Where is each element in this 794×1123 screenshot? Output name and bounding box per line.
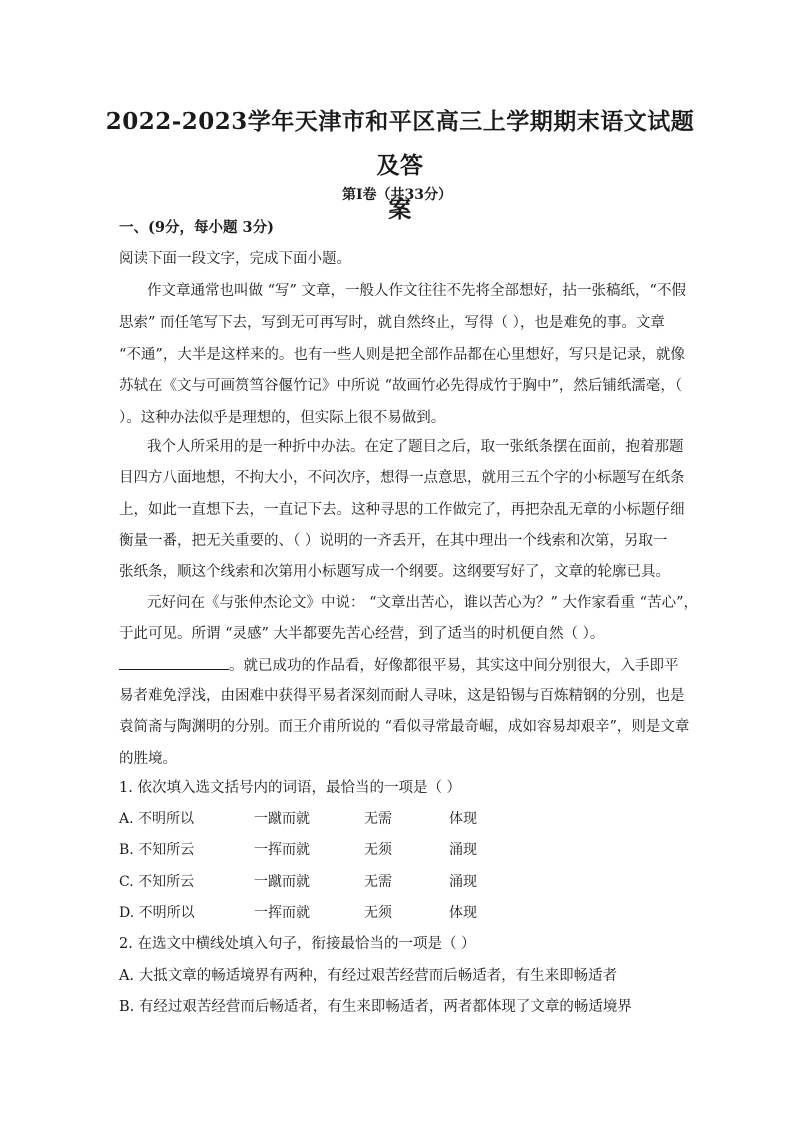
passage-line: 张纸条，顺这个线索和次第用小标题写成一个纲要。这纲要写好了，文章的轮廓已具。 xyxy=(119,564,670,580)
passage-line: 衡量一番，把无关重要的、（ ）说明的一齐丢开，在其中理出一个线索和次第，另取一 xyxy=(119,533,668,549)
section-heading: 一、(9分，每小题 3分) xyxy=(119,219,274,236)
passage-line: 袁简斋与陶渊明的分别。而王介甫所说的 “看似寻常最奇崛，成如容易却艰辛”，则是文章 xyxy=(119,719,690,735)
passage-line: 作文章通常也叫做 “写” 文章，一般人作文往往不先将全部想好，拈一张稿纸，“不假 xyxy=(147,283,686,299)
passage-line: 易者难免浮浅，由困难中获得平易者深刻而耐人寻味，这是铅锡与百炼精钢的分别，也是 xyxy=(119,688,685,704)
q2-option-a: A. 大抵文章的畅适境界有两种，有经过艰苦经营而后畅适者，有生来即畅适者 xyxy=(119,968,618,984)
option-text: 无须 xyxy=(364,905,392,921)
option-text: 体现 xyxy=(449,811,477,827)
volume-heading: 第Ⅰ卷（共33分） xyxy=(341,187,453,203)
question-1-stem: 1. 依次填入选文括号内的词语，最恰当的一项是（ ） xyxy=(119,780,462,796)
option-text: 一挥而就 xyxy=(254,842,310,858)
passage-line: 上，如此一直想下去，一直记下去。这种寻思的工作做完了，再把杂乱无章的小标题仔细 xyxy=(119,502,685,518)
option-text: 体现 xyxy=(449,905,477,921)
passage-line: 我个人所采用的是一种折中办法。在定了题目之后，取一张纸条摆在面前，抱着那题 xyxy=(147,439,684,455)
passage-line: ）。这种办法似乎是理想的，但实际上很不易做到。 xyxy=(119,410,446,426)
option-text: 涌现 xyxy=(449,874,477,890)
option-text: 无须 xyxy=(364,842,392,858)
document-title xyxy=(100,100,700,232)
option-text: 无需 xyxy=(364,874,392,890)
instruction-text: 阅读下面一段文字，完成下面小题。 xyxy=(119,251,351,267)
title-line-2: 案 xyxy=(388,196,412,223)
passage-line: 于此可见。所谓 “灵感” 大半都要先苦心经营，到了适当的时机便自然（ ）。 xyxy=(119,626,605,642)
option-text: 一蹴而就 xyxy=(254,874,310,890)
question-2-stem: 2. 在选文中横线处填入句子，衔接最恰当的一项是（ ） xyxy=(119,936,476,952)
option-text: B. 不知所云 xyxy=(119,842,195,858)
fill-in-blank xyxy=(119,655,229,670)
option-text: D. 不明所以 xyxy=(119,905,195,921)
option-text: 涌现 xyxy=(449,842,477,858)
option-text: A. 不明所以 xyxy=(119,811,195,827)
passage-line: 元好问在《与张仲杰论文》中说： “文章出苦心，谁以苦心为？” 大作家看重 “苦心”， xyxy=(147,595,698,611)
passage-line-with-blank xyxy=(119,655,679,676)
passage-line: 目四方八面地想，不拘大小，不问次序，想得一点意思，就用三五个字的小标题写在纸条 xyxy=(119,470,685,486)
option-text: 一蹴而就 xyxy=(254,811,310,827)
option-text: C. 不知所云 xyxy=(119,874,195,890)
passage-line: 的胜境。 xyxy=(119,751,177,767)
option-text: 一挥而就 xyxy=(254,905,310,921)
passage-line: 苏轼在《文与可画筼筜谷偃竹记》中所说 “故画竹必先得成竹于胸中”，然后铺纸濡毫，（ xyxy=(119,378,683,394)
passage-text: 。就已成功的作品看，好像都很平易，其实这中间分别很大，入手即平 xyxy=(229,658,679,674)
option-text: 无需 xyxy=(364,811,392,827)
passage-line: 思索” 而任笔写下去，写到无可再写时，就自然终止，写得（ ），也是难免的事。文章 xyxy=(119,315,665,331)
title-line-1: 2022-2023学年天津市和平区高三上学期期末语文试题及答 xyxy=(105,108,695,179)
q2-option-b: B. 有经过艰苦经营而后畅适者，有生来即畅适者，两者都体现了文章的畅适境界 xyxy=(119,999,632,1015)
passage-line: “不通”，大半是这样来的。也有一些人则是把全部作品都在心里想好，写只是记录，就像 xyxy=(119,347,685,363)
